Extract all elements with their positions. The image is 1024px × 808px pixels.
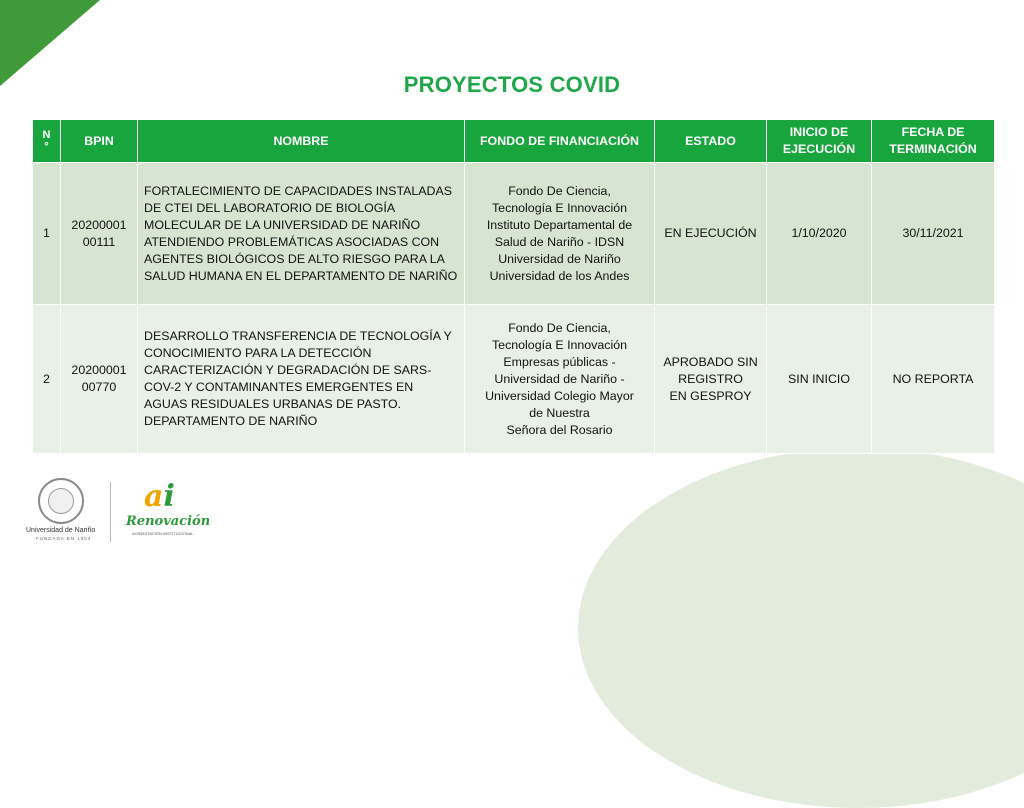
cell-n: 1 <box>33 163 61 305</box>
cell-estado: EN EJECUCIÓN <box>655 163 767 305</box>
table-header-row <box>33 120 995 163</box>
ai-logo <box>144 479 175 514</box>
projects-table <box>32 119 995 454</box>
table-row <box>33 163 995 305</box>
cell-fecha: 30/11/2021 <box>872 163 995 305</box>
seal-emblem-icon <box>48 488 74 514</box>
cell-inicio: SIN INICIO <box>767 305 872 454</box>
university-seal-icon <box>38 478 84 524</box>
header-fondo: FONDO DE FINANCIACIÓN <box>465 120 655 163</box>
cell-inicio: 1/10/2020 <box>767 163 872 305</box>
header-inicio: INICIO DE EJECUCIÓN <box>767 120 872 163</box>
cell-nombre: DESARROLLO TRANSFERENCIA DE TECNOLOGÍA Y CONOCIMIENTO PARA LA DETECCIÓN CARACTERIZACIÓN Y DEGRADACIÓN DE SARS-COV-2 Y CONTAMINANTES EMERGENTES EN AGUAS RESIDUALES URBANAS DE PASTO. DEPARTAMENTO DE NARIÑO <box>138 305 465 454</box>
cell-n: 2 <box>33 305 61 454</box>
page-title: PROYECTOS COVID <box>403 72 621 97</box>
background-shape <box>578 448 1024 808</box>
cell-fondo: Fondo De Ciencia, Tecnología E Innovación Instituto Departamental de Salud de Nariño - IDSN Universidad de Nariño Universidad de los Andes <box>465 163 655 305</box>
cell-fecha: NO REPORTA <box>872 305 995 454</box>
header-n: N ° <box>33 120 61 163</box>
renovacion-logo-text: Renovación <box>126 514 211 529</box>
cell-fondo: Fondo De Ciencia, Tecnología E Innovación Empresas públicas - Universidad de Nariño - Universidad Colegio Mayor de Nuestra Señora del Rosario <box>465 305 655 454</box>
logo-divider <box>110 482 111 542</box>
header-estado: ESTADO <box>655 120 767 163</box>
header-fecha: FECHA DE TERMINACIÓN <box>872 120 995 163</box>
cell-estado: APROBADO SIN REGISTRO EN GESPROY <box>655 305 767 454</box>
university-founded: FUNDADA EN 1904 <box>36 536 92 541</box>
ai-logo-i: i <box>163 479 175 514</box>
cell-nombre: FORTALECIMIENTO DE CAPACIDADES INSTALADAS DE CTEI DEL LABORATORIO DE BIOLOGÍA MOLECULAR DE LA UNIVERSIDAD DE NARIÑO ATENDIENDO PROBLEMÁTICAS ASOCIADAS CON AGENTES BIOLÓGICOS DE ALTO RIESGO PARA LA SALUD HUMANA EN EL DEPARTAMENTO DE NARIÑO <box>138 163 465 305</box>
ai-logo-a: a <box>144 479 164 514</box>
footer-logos <box>26 476 211 546</box>
university-name: Universidad de Nariño <box>26 527 96 534</box>
table-row <box>33 305 995 454</box>
cell-bpin: 20200001 00770 <box>61 305 138 454</box>
header-nombre: NOMBRE <box>138 120 465 163</box>
header-bpin: BPIN <box>61 120 138 163</box>
cell-bpin: 20200001 00111 <box>61 163 138 305</box>
renovacion-subtitle: ACREDITACIÓN INSTITUCIONAL <box>132 531 194 536</box>
